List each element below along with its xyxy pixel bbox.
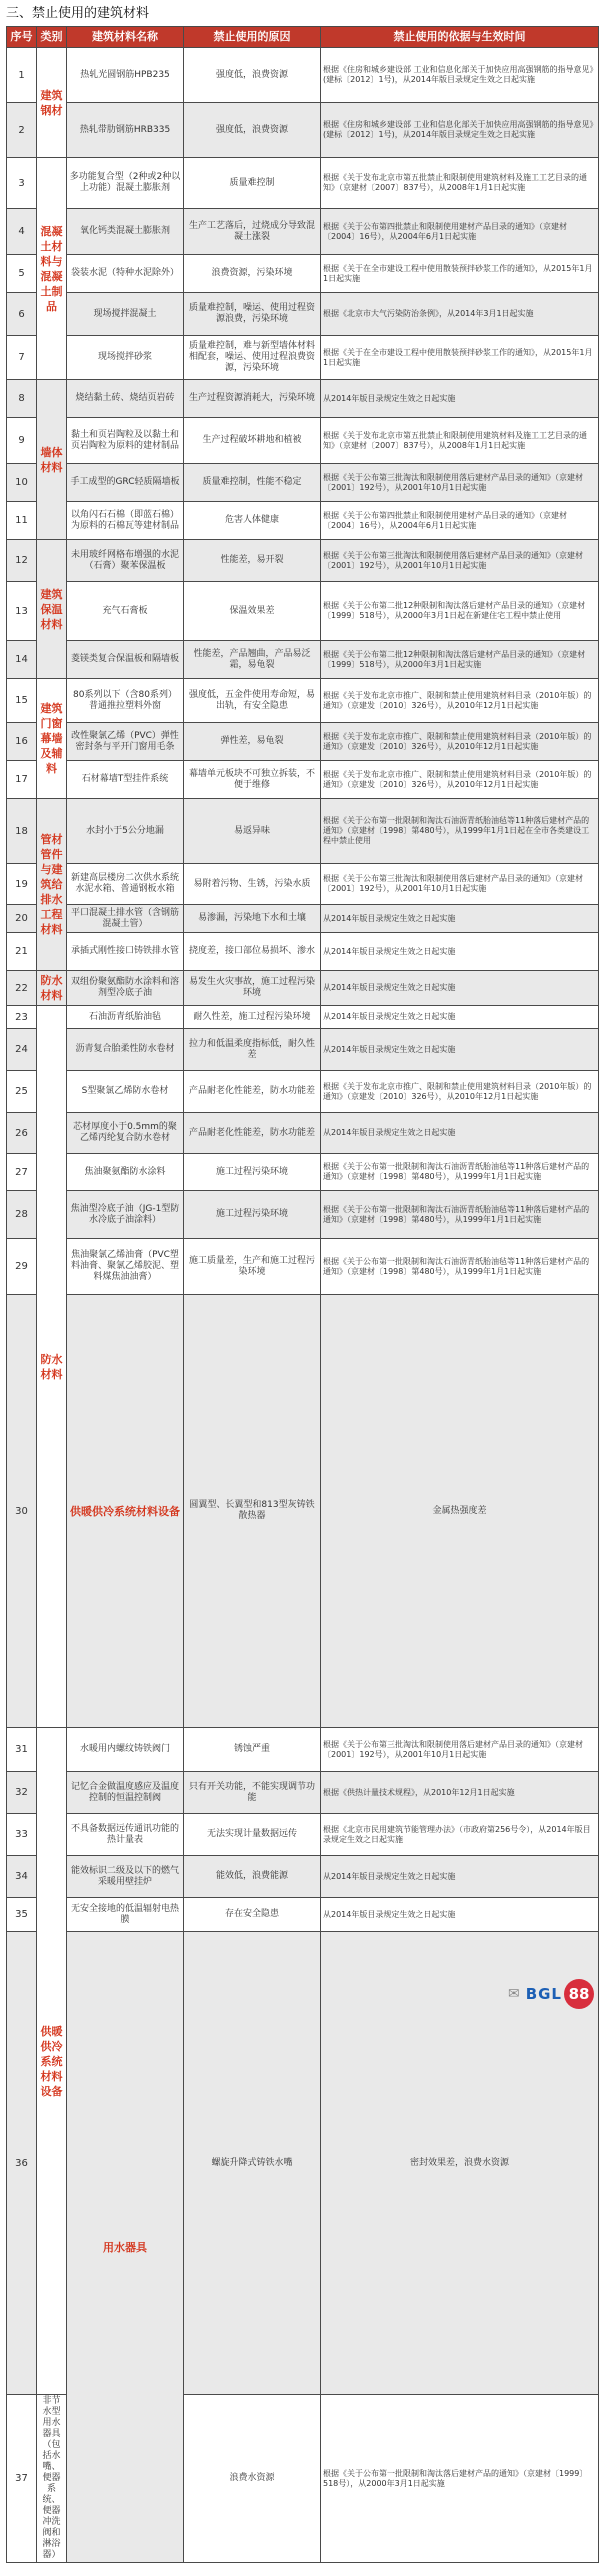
- material-name: 圆翼型、长翼型和813型灰铸铁散热器: [184, 1295, 321, 1728]
- ban-reason: 产品耐老化性能差，防水功能差: [184, 1071, 321, 1113]
- ban-reason: 危害人体健康: [184, 502, 321, 540]
- table-row: [7, 971, 599, 1006]
- ban-basis: 从2014年版目录规定生效之日起实施: [321, 1029, 599, 1071]
- material-name: 黏土和页岩陶粒及以黏土和页岩陶粒为原料的建材制品: [67, 418, 184, 464]
- row-number: 5: [7, 255, 37, 293]
- table-row: [7, 209, 599, 255]
- table-row: [7, 103, 599, 158]
- material-name: 承插式刚性接口铸铁排水管: [67, 933, 184, 971]
- row-number: 15: [7, 679, 37, 723]
- table-row: [7, 255, 599, 293]
- material-name: 芯材厚度小于0.5mm的聚乙烯丙纶复合防水卷材: [67, 1113, 184, 1154]
- material-name: 氧化钙类混凝土膨胀剂: [67, 209, 184, 255]
- ban-basis: 根据《关于公布第三批淘汰和限制使用落后建材产品目录的通知》（京建材〔2001〕192号），从2001年10月1日起实施: [321, 464, 599, 502]
- ban-reason: 易发生火灾事故，施工过程污染环境: [184, 971, 321, 1006]
- ban-reason: 耐久性差，施工过程污染环境: [184, 1006, 321, 1029]
- ban-reason: 浪费资源，污染环境: [184, 255, 321, 293]
- table-row: [7, 1295, 599, 1728]
- ban-basis: 根据《关于公布第四批禁止和限制使用建材产品目录的通知》（京建材〔2004〕16号），从2004年6月1日起实施: [321, 502, 599, 540]
- material-name: 沥青复合胎柔性防水卷材: [67, 1029, 184, 1071]
- ban-reason: 锈蚀严重: [184, 1728, 321, 1772]
- ban-basis: 从2014年版目录规定生效之日起实施: [321, 933, 599, 971]
- header-basis: 禁止使用的依据与生效时间: [321, 27, 599, 48]
- row-number: 16: [7, 723, 37, 761]
- material-name: 焦油聚氯乙烯油膏（PVC塑料油膏、聚氯乙烯胶泥、塑料煤焦油油膏）: [67, 1239, 184, 1295]
- row-number: 32: [7, 1772, 37, 1814]
- table-row: [7, 502, 599, 540]
- ban-reason: 金属热强度差: [321, 1295, 599, 1728]
- header-no: 序号: [7, 27, 37, 48]
- table-row: [7, 1071, 599, 1113]
- table-header-row: [7, 27, 599, 48]
- ban-reason: 能效低，浪费能源: [184, 1856, 321, 1898]
- watermark: [444, 1978, 594, 2010]
- material-name: 现场搅拌砂浆: [67, 336, 184, 380]
- ban-reason: 质量难控制，难与新型墙体材料相配套，噪运、使用过程浪费资源，污染环境: [184, 336, 321, 380]
- category-cell: 建筑门窗幕墙及辅料: [37, 679, 67, 799]
- material-name: 能效标识二级及以下的燃气采暖用壁挂炉: [67, 1856, 184, 1898]
- material-name: 螺旋升降式铸铁水嘴: [184, 1932, 321, 2395]
- header-material: 建筑材料名称: [67, 27, 184, 48]
- material-name: 无安全接地的低温辐射电热膜: [67, 1898, 184, 1932]
- ban-reason: 产品耐老化性能差，防水功能差: [184, 1113, 321, 1154]
- ban-reason: 施工过程污染环境: [184, 1191, 321, 1239]
- material-name: 多功能复合型（2种或2种以上功能）混凝土膨胀剂: [67, 158, 184, 209]
- row-number: 18: [7, 799, 37, 864]
- table-row: [7, 1191, 599, 1239]
- table-row: [7, 679, 599, 723]
- material-name: 记忆合金做温度感应及温度控制的恒温控制阀: [67, 1772, 184, 1814]
- table-row: [7, 1898, 599, 1932]
- ban-basis: 根据《住房和城乡建设部 工业和信息化部关于加快应用高强钢筋的指导意见》(建标〔2012〕1号)，从2014年版目录规定生效之日起实施: [321, 48, 599, 103]
- table-row: [7, 723, 599, 761]
- material-name: 袋装水泥（特种水泥除外）: [67, 255, 184, 293]
- category-cell: 供暖供冷系统材料设备: [67, 1295, 184, 1728]
- material-name: 双组份聚氨酯防水涂料和溶剂型冷底子油: [67, 971, 184, 1006]
- row-number: 12: [7, 540, 37, 582]
- category-cell: 墙体材料: [37, 380, 67, 540]
- row-number: 24: [7, 1029, 37, 1071]
- ban-reason: 强度低，浪费资源: [184, 103, 321, 158]
- page-title: 三、禁止使用的建筑材料: [6, 6, 150, 21]
- ban-reason: 挠度差，接口部位易损坏、渗水: [184, 933, 321, 971]
- table-row: [7, 933, 599, 971]
- material-name: 石材幕墙T型挂件系统: [67, 761, 184, 799]
- row-number: 9: [7, 418, 37, 464]
- ban-basis: 从2014年版目录规定生效之日起实施: [321, 1006, 599, 1029]
- ban-basis: 根据《关于公布第一批限制和淘汰落后建材产品的通知》（京建材〔1999〕518号），从2000年3月1日起实施: [321, 2395, 599, 2563]
- row-number: 3: [7, 158, 37, 209]
- ban-reason: 拉力和低温柔度指标低，耐久性差: [184, 1029, 321, 1071]
- ban-reason: 强度低，浪费资源: [184, 48, 321, 103]
- table-row: [7, 905, 599, 933]
- row-number: 11: [7, 502, 37, 540]
- row-number: 26: [7, 1113, 37, 1154]
- table-row: [7, 380, 599, 418]
- watermark-logo-badge: 88: [564, 1979, 594, 2009]
- table-row: [7, 582, 599, 641]
- row-number: 22: [7, 971, 37, 1006]
- table-row: [7, 418, 599, 464]
- table-row: [7, 540, 599, 582]
- material-name: 水暖用内螺纹铸铁阀门: [67, 1728, 184, 1772]
- ban-basis: 根据《关于在全市建设工程中使用散装预拌砂浆工作的通知》，从2015年1月1日起实施: [321, 255, 599, 293]
- ban-reason: 保温效果差: [184, 582, 321, 641]
- ban-basis: 根据《关于发布北京市第五批禁止和限制使用建筑材料及施工工艺目录的通知》（京建材〔2007〕837号），从2008年1月1日起实施: [321, 158, 599, 209]
- table-row: [7, 1856, 599, 1898]
- row-number: 28: [7, 1191, 37, 1239]
- table-row: [7, 158, 599, 209]
- ban-reason: 密封效果差，浪费水资源: [321, 1932, 599, 2395]
- ban-basis: 根据《关于发布北京市第五批禁止和限制使用建筑材料及施工工艺目录的通知》（京建材〔2007〕837号），从2008年1月1日起实施: [321, 418, 599, 464]
- ban-basis: 根据《关于发布北京市推广、限制和禁止使用建筑材料目录（2010年版）的通知》（京建发〔2010〕326号），从2010年12月1日起实施: [321, 723, 599, 761]
- ban-basis: 根据《关于公布第四批禁止和限制使用建材产品目录的通知》（京建材〔2004〕16号），从2004年6月1日起实施: [321, 209, 599, 255]
- table-row: [7, 48, 599, 103]
- ban-basis: 根据《关于公布第一批限制和淘汰石油沥青纸胎油毡等11种落后建材产品的通知》（京建材〔1998〕第480号），从1999年1月1日起实施: [321, 1239, 599, 1295]
- row-number: 34: [7, 1856, 37, 1898]
- ban-basis: 从2014年版目录规定生效之日起实施: [321, 1113, 599, 1154]
- row-number: 33: [7, 1814, 37, 1856]
- material-name: 焦油型冷底子油（JG-1型防水冷底子油涂料）: [67, 1191, 184, 1239]
- ban-basis: 根据《供热计量技术规程》，从2010年12月1日起实施: [321, 1772, 599, 1814]
- ban-basis: 根据《关于发布北京市推广、限制和禁止使用建筑材料目录（2010年版）的通知》（京建发〔2010〕326号），从2010年12月1日起实施: [321, 1071, 599, 1113]
- header-category: 类别: [37, 27, 67, 48]
- row-number: 19: [7, 864, 37, 905]
- row-number: 29: [7, 1239, 37, 1295]
- row-number: 13: [7, 582, 37, 641]
- material-name: 水封小于5公分地漏: [67, 799, 184, 864]
- row-number: 7: [7, 336, 37, 380]
- row-number: 1: [7, 48, 37, 103]
- ban-basis: 根据《关于公布第三批淘汰和限制使用落后建材产品目录的通知》（京建材〔2001〕192号），从2001年10月1日起实施: [321, 1728, 599, 1772]
- table-row: [7, 1772, 599, 1814]
- material-name: 烧结黏土砖、烧结页岩砖: [67, 380, 184, 418]
- table-row: [7, 336, 599, 380]
- ban-reason: 生产过程资源消耗大，污染环境: [184, 380, 321, 418]
- material-name: 热轧带肋钢筋HRB335: [67, 103, 184, 158]
- ban-reason: 施工过程污染环境: [184, 1154, 321, 1191]
- table-row: [7, 1029, 599, 1071]
- table-row: [7, 1154, 599, 1191]
- ban-basis: 从2014年版目录规定生效之日起实施: [321, 380, 599, 418]
- ban-reason: 幕墙单元板块不可独立拆装，不便于维修: [184, 761, 321, 799]
- ban-basis: 根据《关于公布第二批12种限制和淘汰落后建材产品目录的通知》（京建材〔1999〕518号），从2000年3月1日起在新建住宅工程中禁止使用: [321, 582, 599, 641]
- ban-basis: 根据《关于公布第三批淘汰和限制使用落后建材产品目录的通知》（京建材〔2001〕192号），从2001年10月1日起实施: [321, 540, 599, 582]
- ban-reason: 性能差，易开裂: [184, 540, 321, 582]
- ban-reason: 性能差，产品翘曲，产品易泛霜，易龟裂: [184, 641, 321, 679]
- table-row: [7, 1728, 599, 1772]
- category-cell: 建筑保温材料: [37, 540, 67, 679]
- material-name: 不具备数据远传通讯功能的热计量表: [67, 1814, 184, 1856]
- row-number: 2: [7, 103, 37, 158]
- ban-reason: 弹性差，易龟裂: [184, 723, 321, 761]
- row-number: 27: [7, 1154, 37, 1191]
- banned-materials-table: [6, 26, 599, 2563]
- category-cell: 混凝土材料与混凝土制品: [37, 158, 67, 380]
- material-name: 新建高层楼房二次供水系统水泥水箱、普通钢板水箱: [67, 864, 184, 905]
- wechat-icon: ✉: [507, 1986, 520, 2002]
- material-name: 现场搅拌混凝土: [67, 293, 184, 336]
- ban-reason: 易渗漏，污染地下水和土壤: [184, 905, 321, 933]
- ban-basis: 根据《北京市民用建筑节能管理办法》（市政府第256号令），从2014年版目录规定生效之日起实施: [321, 1814, 599, 1856]
- ban-basis: 从2014年版目录规定生效之日起实施: [321, 971, 599, 1006]
- material-name: 非节水型用水器具（包括水嘴、便器系统、便器冲洗阀和淋浴器）: [37, 2395, 67, 2563]
- category-cell: 防水材料: [37, 1006, 67, 1728]
- material-name: 焦油聚氨酯防水涂料: [67, 1154, 184, 1191]
- table-row: [7, 761, 599, 799]
- material-name: 石油沥青纸胎油毡: [67, 1006, 184, 1029]
- ban-basis: 根据《关于公布第一批限制和淘汰石油沥青纸胎油毡等11种落后建材产品的通知》（京建材〔1998〕第480号），从1999年1月1日起实施: [321, 1154, 599, 1191]
- watermark-logo-text: BGL: [525, 1985, 562, 2003]
- table-row: [7, 799, 599, 864]
- row-number: 36: [7, 1932, 37, 2395]
- ban-basis: 根据《北京市大气污染防治条例》，从2014年3月1日起实施: [321, 293, 599, 336]
- table-row: [7, 1006, 599, 1029]
- ban-reason: 无法实现计量数据远传: [184, 1814, 321, 1856]
- material-name: 改性聚氯乙烯（PVC）弹性密封条与平开门窗用毛条: [67, 723, 184, 761]
- ban-reason: 易附着污物、生锈，污染水质: [184, 864, 321, 905]
- material-name: 菱镁类复合保温板和隔墙板: [67, 641, 184, 679]
- row-number: 17: [7, 761, 37, 799]
- row-number: 37: [7, 2395, 37, 2563]
- ban-basis: 根据《关于公布第一批限制和淘汰石油沥青纸胎油毡等11种落后建材产品的通知》（京建材〔1998〕第480号），从1999年1月1日起在全市各类建设工程中禁止使用: [321, 799, 599, 864]
- category-cell: 供暖供冷系统材料设备: [37, 1728, 67, 2395]
- material-name: 热轧光圆钢筋HPB235: [67, 48, 184, 103]
- ban-reason: 质量难控制: [184, 158, 321, 209]
- ban-reason: 存在安全隐患: [184, 1898, 321, 1932]
- ban-reason: 生产工艺落后，过烧成分导致混凝土涨裂: [184, 209, 321, 255]
- category-cell: 防水材料: [37, 971, 67, 1006]
- table-row: [7, 464, 599, 502]
- ban-basis: 根据《关于公布第一批限制和淘汰石油沥青纸胎油毡等11种落后建材产品的通知》（京建材〔1998〕第480号），从1999年1月1日起实施: [321, 1191, 599, 1239]
- table-row: [7, 1814, 599, 1856]
- ban-basis: 根据《住房和城乡建设部 工业和信息化部关于加快应用高强钢筋的指导意见》(建标〔2012〕1号)，从2014年版目录规定生效之日起实施: [321, 103, 599, 158]
- ban-basis: 从2014年版目录规定生效之日起实施: [321, 905, 599, 933]
- ban-basis: 根据《关于公布第三批淘汰和限制使用落后建材产品目录的通知》（京建材〔2001〕192号），从2001年10月1日起实施: [321, 864, 599, 905]
- row-number: 10: [7, 464, 37, 502]
- table-body: [7, 48, 599, 2563]
- row-number: 8: [7, 380, 37, 418]
- ban-reason: 施工质量差，生产和施工过程污染环境: [184, 1239, 321, 1295]
- ban-reason: 质量难控制，性能不稳定: [184, 464, 321, 502]
- table-row: [7, 864, 599, 905]
- category-cell: 用水器具: [67, 1932, 184, 2563]
- ban-basis: 根据《关于发布北京市推广、限制和禁止使用建筑材料目录（2010年版）的通知》（京建发〔2010〕326号），从2010年12月1日起实施: [321, 679, 599, 723]
- row-number: 6: [7, 293, 37, 336]
- ban-reason: 强度低，五金件使用寿命短，易出轨，有安全隐患: [184, 679, 321, 723]
- table-row: [7, 641, 599, 679]
- table-row: [7, 293, 599, 336]
- ban-reason: 易返异味: [184, 799, 321, 864]
- ban-basis: 从2014年版目录规定生效之日起实施: [321, 1856, 599, 1898]
- category-cell: 建筑钢材: [37, 48, 67, 158]
- material-name: S型聚氯乙烯防水卷材: [67, 1071, 184, 1113]
- material-name: 80系列以下（含80系列）普通推拉塑料外窗: [67, 679, 184, 723]
- ban-basis: 根据《关于发布北京市推广、限制和禁止使用建筑材料目录（2010年版）的通知》（京建发〔2010〕326号），从2010年12月1日起实施: [321, 761, 599, 799]
- material-name: 未用玻纤网格布增强的水泥（石膏）聚苯保温板: [67, 540, 184, 582]
- row-number: 23: [7, 1006, 37, 1029]
- ban-basis: 从2014年版目录规定生效之日起实施: [321, 1898, 599, 1932]
- material-name: 平口混凝土排水管（含钢筋混凝土管）: [67, 905, 184, 933]
- table-row: [7, 1113, 599, 1154]
- row-number: 14: [7, 641, 37, 679]
- material-name: 手工成型的GRC轻质隔墙板: [67, 464, 184, 502]
- header-reason: 禁止使用的原因: [184, 27, 321, 48]
- ban-reason: 浪费水资源: [184, 2395, 321, 2563]
- ban-reason: 生产过程破坏耕地和植被: [184, 418, 321, 464]
- ban-basis: 根据《关于在全市建设工程中使用散装预拌砂浆工作的通知》，从2015年1月1日起实施: [321, 336, 599, 380]
- ban-reason: 质量难控制，噪运、使用过程资源浪费，污染环境: [184, 293, 321, 336]
- row-number: 25: [7, 1071, 37, 1113]
- table-row: [7, 1239, 599, 1295]
- row-number: 21: [7, 933, 37, 971]
- row-number: 20: [7, 905, 37, 933]
- ban-reason: 只有开关功能，不能实现调节功能: [184, 1772, 321, 1814]
- row-number: 4: [7, 209, 37, 255]
- row-number: 35: [7, 1898, 37, 1932]
- category-cell: 管材管件与建筑给排水工程材料: [37, 799, 67, 971]
- material-name: 充气石膏板: [67, 582, 184, 641]
- row-number: 31: [7, 1728, 37, 1772]
- material-name: 以角闪石石棉（即蓝石棉）为原料的石棉瓦等建材制品: [67, 502, 184, 540]
- row-number: 30: [7, 1295, 37, 1728]
- ban-basis: 根据《关于公布第二批12种限制和淘汰落后建材产品目录的通知》（京建材〔1999〕518号），从2000年3月1日起实施: [321, 641, 599, 679]
